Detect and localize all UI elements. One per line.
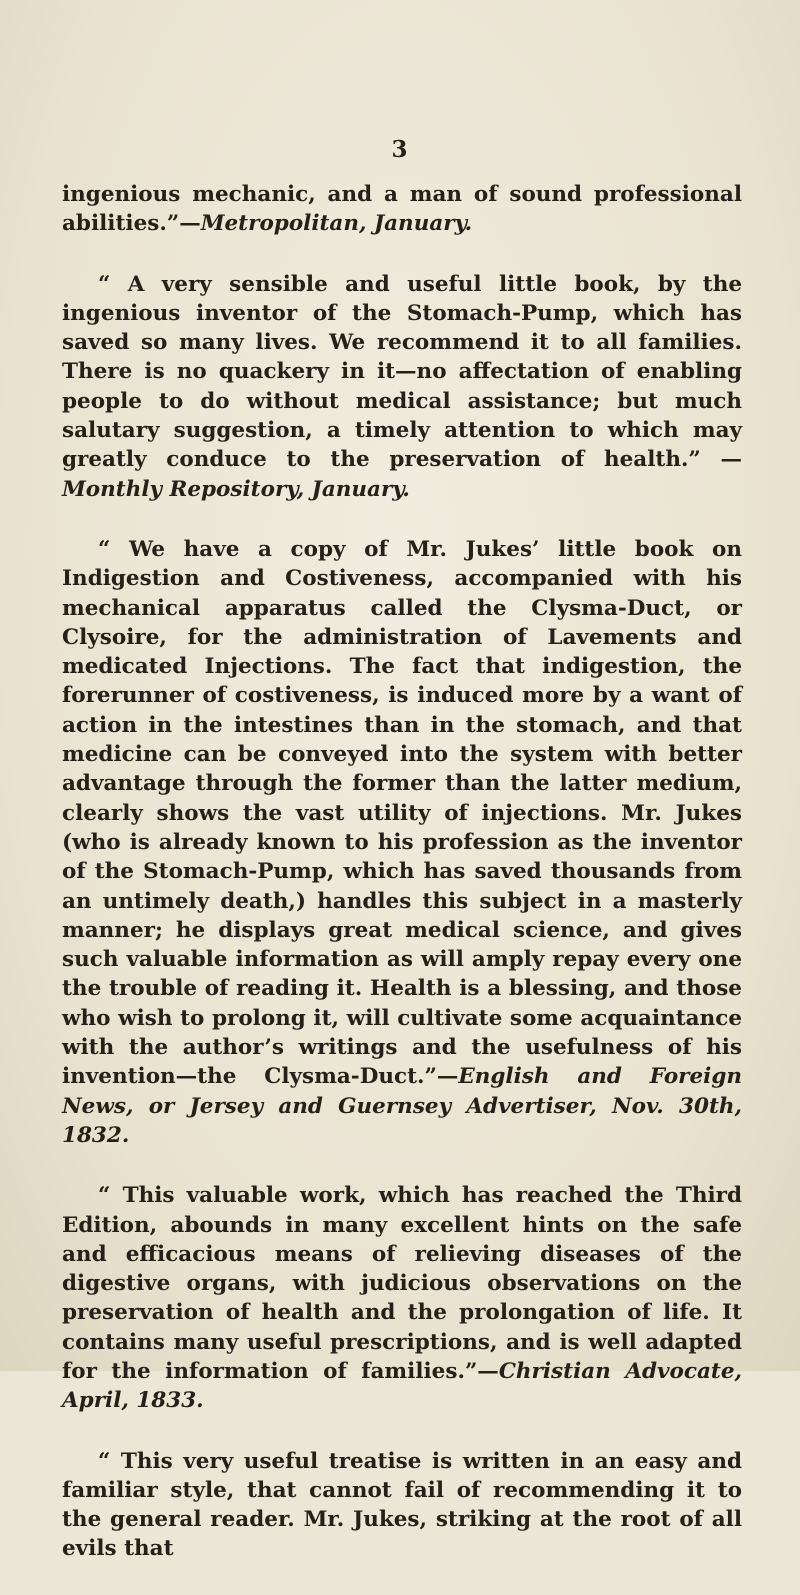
paragraph-text: “ This valuable work, which has reached the Third Edition, abounds in many excellent hints on the safe and efficacious means of relieving diseases of the digestive organs, with judicious observations on the preservation of health and the prolongation of life. It contains many useful prescriptions, and is well adapted for the information of families.”— — [62, 1183, 742, 1384]
paragraph-source: Christian Advocate, April, 1833. — [62, 1358, 742, 1414]
paragraph-source: Monthly Repository, January. — [62, 476, 410, 502]
paragraph-monthly-repository — [62, 270, 742, 504]
paragraph-text: “ A very sensible and useful little book, by the ingenious inventor of the Stomach-Pump, which has saved so many lives. We recommend it to all families. There is no quackery in it—no affectation of enabling people to do without medical assistance; but much salutary suggestion, a timely attention to which may greatly conduce to the preservation of health.” — — [62, 271, 742, 473]
paragraph-text: ingenious mechanic, and a man of sound professional abilities.”— — [62, 182, 742, 237]
paragraph-source: English and Foreign News, or Jersey and Guernsey Advertiser, Nov. 30th, 1832. — [62, 1064, 742, 1148]
paragraph-christian-advocate — [62, 1181, 742, 1415]
paragraph-english-foreign-news — [62, 535, 742, 1150]
paragraph-source: Metropolitan, January. — [200, 211, 473, 237]
paragraph-text: “ We have a copy of Mr. Jukes’ little book on Indigestion and Costiveness, accompanied with his mechanical apparatus called the Clysma-Duct, or Clysoire, for the administration of Lavements and medicated Injections. The fact that indigestion, the forerunner of costiveness, is induced more by a want of action in the intestines than in the stomach, and that medicine can be conveyed into the system with better advantage through the former than the latter medium, clearly shows the vast utility of injections. Mr. Jukes (who is already known to his profession as the inventor of the Stomach-Pump, which has saved thousands from an untimely death,) handles this subject in a masterly manner; he displays great medical science, and gives such valuable information as will amply repay every one the trouble of reading it. Health is a blessing, and those who wish to prolong it, will cultivate some acquaintance with the author’s writings and the usefulness of his invention—the Clysma-Duct.”— — [62, 536, 742, 1090]
paragraph-treatise — [62, 1447, 742, 1564]
body-text — [62, 180, 742, 1595]
paragraph-text: “ This very useful treatise is written in an easy and familiar style, that cannot fail of recommending it to the general reader. Mr. Jukes, striking at the root of all evils that — [62, 1448, 742, 1562]
paragraph-metropolitan — [62, 180, 742, 239]
page-number: 3 — [391, 136, 409, 163]
